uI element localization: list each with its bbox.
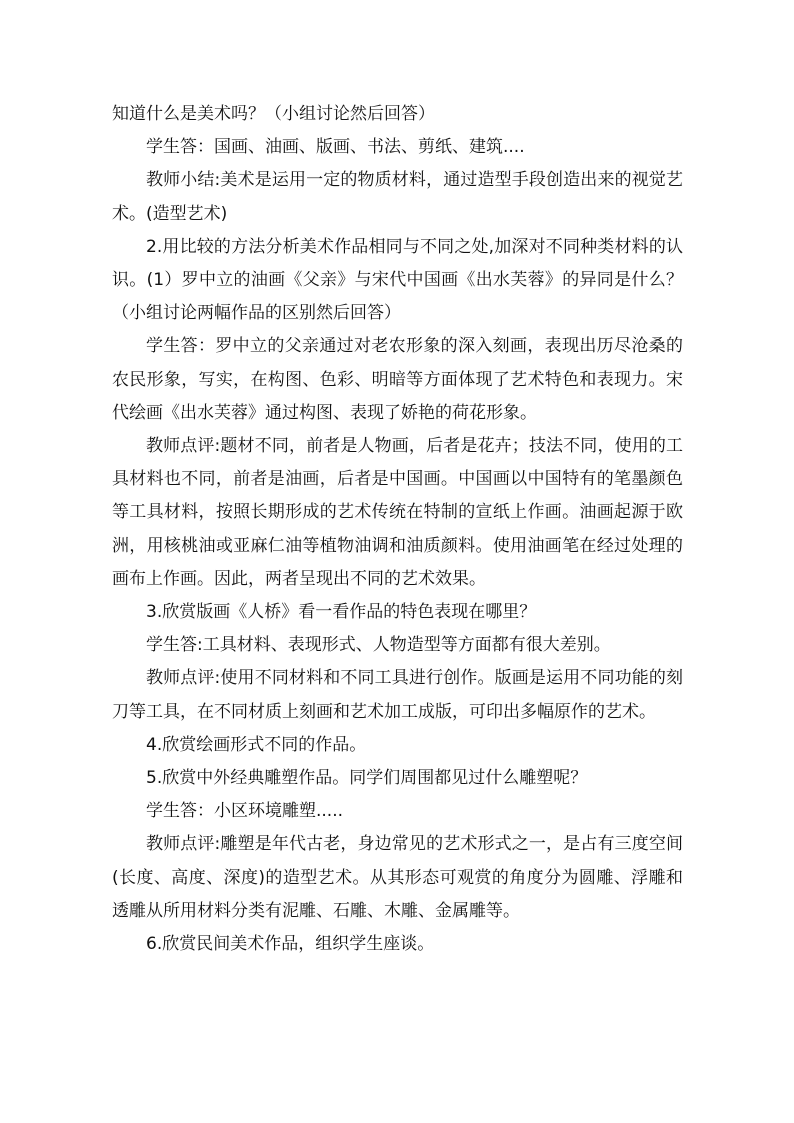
paragraph-5: 学生答：罗中立的父亲通过对老农形象的深入刻画，表现出历尽沧桑的农民形象，写实，在构图、色彩、明暗等方面体现了艺术特色和表现力。宋代绘画《出水芙蓉》通过构图、表现了娇艳的荷花形象。 xyxy=(112,336,683,423)
paragraph-6: 教师点评:题材不同，前者是人物画，后者是花卉；技法不同，使用的工具材料也不同，前者是油画，后者是中国画。中国画以中国特有的笔墨颜色等工具材料，按照长期形成的艺术传统在特制的宣纸上作画。油画起源于欧洲，用核桃油或亚麻仁油等植物油调和油质颜料。使用油画笔在经过处理的画布上作画。因此，两者呈现出不同的艺术效果。 xyxy=(112,436,683,589)
paragraph-10: 4.欣赏绘画形式不同的作品。 xyxy=(146,734,367,755)
paragraph-8: 学生答:工具材料、表现形式、人物造型等方面都有很大差别。 xyxy=(146,635,611,656)
paragraph-12: 学生答：小区环境雕塑..... xyxy=(146,801,344,822)
paragraph-2: 学生答：国画、油画、版画、书法、剪纸、建筑.... xyxy=(146,137,525,158)
paragraph-11: 5.欣赏中外经典雕塑作品。同学们周围都见过什么雕塑呢？ xyxy=(146,768,588,789)
paragraph-13: 教师点评:雕塑是年代古老，身边常见的艺术形式之一，是占有三度空间(长度、高度、深度)的造型艺术。从其形态可观赏的角度分为圆雕、浮雕和透雕从所用材料分类有泥雕、石雕、木雕、金属雕等。 xyxy=(112,834,683,921)
paragraph-4: 2.用比较的方法分析美术作品相同与不同之处,加深对不同种类材料的认识。(1）罗中立的油画《父亲》与宋代中国画《出水芙蓉》的异同是什么？（小组讨论两幅作品的区别然后回答） xyxy=(112,236,683,324)
paragraph-7: 3.欣赏版画《人桥》看一看作品的特色表现在哪里？ xyxy=(146,602,537,623)
document-body xyxy=(112,98,683,961)
paragraph-14: 6.欣赏民间美术作品，组织学生座谈。 xyxy=(146,934,435,955)
paragraph-3: 教师小结:美术是运用一定的物质材料，通过造型手段创造出来的视觉艺术。(造型艺术) xyxy=(112,170,683,224)
paragraph-1: 知道什么是美术吗？（小组讨论然后回答） xyxy=(112,104,435,124)
paragraph-9: 教师点评:使用不同材料和不同工具进行创作。版画是运用不同功能的刻刀等工具，在不同材质上刻画和艺术加工成版，可印出多幅原作的艺术。 xyxy=(112,668,683,722)
